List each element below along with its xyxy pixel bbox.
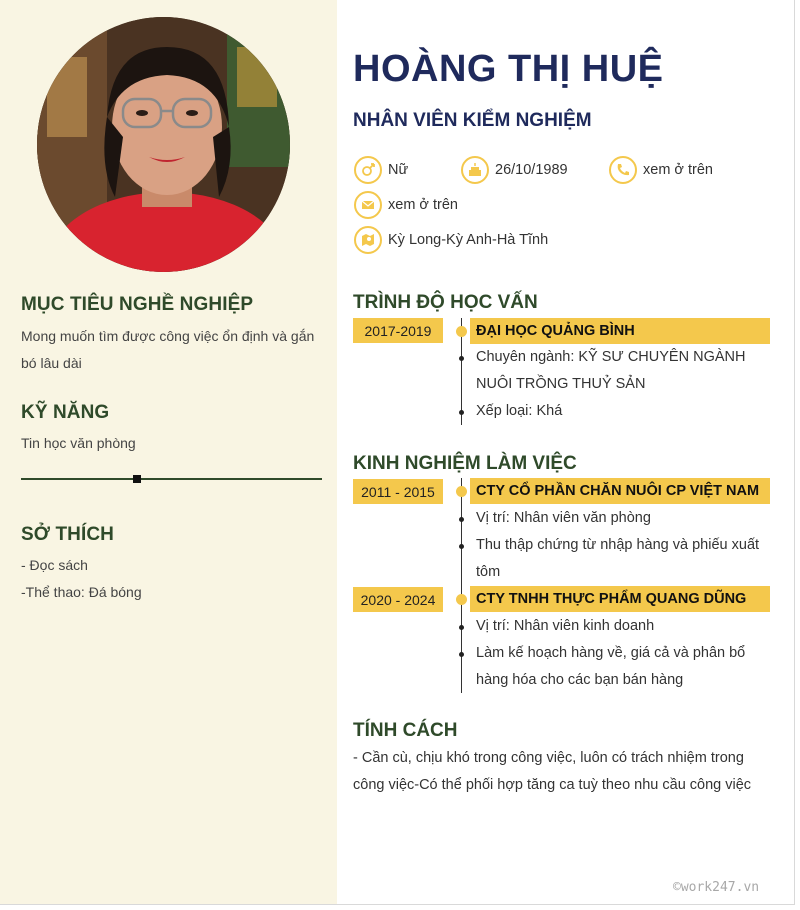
- email-value: xem ở trên: [388, 197, 458, 213]
- profile-photo: [37, 17, 290, 272]
- education-major: [476, 344, 745, 398]
- job-duty-line: hàng hóa cho các bạn bán hàng: [476, 672, 684, 688]
- experience-timeline-line: [461, 478, 462, 693]
- hobby-item: - Đọc sách: [21, 557, 88, 573]
- bullet-dot: [459, 544, 464, 549]
- job-duties: [476, 640, 776, 694]
- phone-info: [609, 156, 713, 184]
- address-info: [354, 226, 548, 254]
- gender-info: [354, 156, 408, 184]
- job-company: CTY CỔ PHẦN CHĂN NUÔI CP VIỆT NAM: [470, 478, 770, 504]
- watermark: ©work247.vn: [673, 880, 760, 895]
- bullet-dot: [459, 410, 464, 415]
- skill-name: Tin học văn phòng: [21, 435, 136, 451]
- bullet-dot: [459, 356, 464, 361]
- education-grade: Xếp loại: Khá: [476, 403, 563, 419]
- bullet-dot: [459, 625, 464, 630]
- birthdate-value: 26/10/1989: [495, 162, 568, 178]
- education-major-line: Chuyên ngành: KỸ SƯ CHUYÊN NGÀNH: [476, 349, 746, 365]
- experience-heading: KINH NGHIỆM LÀM VIỆC: [353, 453, 577, 474]
- education-period: 2017-2019: [353, 318, 443, 343]
- job-company: CTY TNHH THỰC PHẨM QUANG DŨNG: [470, 586, 770, 612]
- mail-icon: [354, 191, 382, 219]
- map-icon: [354, 226, 382, 254]
- birthdate-info: [461, 156, 568, 184]
- gender-value: Nữ: [388, 162, 409, 178]
- hobbies-heading: SỞ THÍCH: [21, 524, 115, 545]
- education-heading: TRÌNH ĐỘ HỌC VẤN: [353, 292, 538, 313]
- hobby-item: -Thể thao: Đá bóng: [21, 584, 142, 600]
- phone-icon: [609, 156, 637, 184]
- job-period: 2011 - 2015: [353, 479, 443, 504]
- personality-line: - Cần cù, chịu khó trong công việc, luôn có trách nhiệm trong: [353, 750, 744, 766]
- address-value: Kỳ Long-Kỳ Anh-Hà Tĩnh: [388, 232, 549, 248]
- job-duties: [476, 532, 759, 586]
- personality-text: [353, 745, 773, 799]
- candidate-name: HOÀNG THỊ HUỆ: [353, 48, 664, 90]
- objective-heading: MỤC TIÊU NGHỀ NGHIỆP: [21, 294, 254, 315]
- objective-line: bó lâu dài: [21, 355, 82, 371]
- gender-icon: [354, 156, 382, 184]
- timeline-dot: [456, 594, 467, 605]
- job-position: Vị trí: Nhân viên văn phòng: [476, 510, 651, 526]
- job-duty-line: tôm: [476, 564, 501, 580]
- education-major-line: NUÔI TRỒNG THUỶ SẢN: [476, 376, 646, 392]
- objective-text: [21, 323, 331, 377]
- job-period: 2020 - 2024: [353, 587, 443, 612]
- education-school: ĐẠI HỌC QUẢNG BÌNH: [470, 318, 770, 344]
- cake-icon: [461, 156, 489, 184]
- email-info: [354, 191, 458, 219]
- job-position: Vị trí: Nhân viên kinh doanh: [476, 618, 655, 634]
- bullet-dot: [459, 517, 464, 522]
- job-title: NHÂN VIÊN KIỂM NGHIỆM: [353, 110, 592, 131]
- timeline-dot: [456, 326, 467, 337]
- timeline-dot: [456, 486, 467, 497]
- personality-line: công việc-Có thể phối hợp tăng ca tuỳ theo nhu cầu công việc: [353, 777, 752, 793]
- skill-level-bar: [21, 478, 322, 480]
- phone-value: xem ở trên: [643, 162, 713, 178]
- job-duty-line: Thu thập chứng từ nhập hàng và phiếu xuất: [476, 537, 760, 553]
- profile-photo-image: [37, 17, 290, 272]
- hobbies-list: [21, 552, 142, 606]
- job-duty-line: Làm kế hoạch hàng về, giá cả và phân bổ: [476, 645, 746, 661]
- objective-line: Mong muốn tìm được công việc ổn định và gắn: [21, 328, 315, 344]
- bullet-dot: [459, 652, 464, 657]
- skills-heading: KỸ NĂNG: [21, 402, 110, 423]
- personality-heading: TÍNH CÁCH: [353, 720, 458, 741]
- skill-level-marker: [133, 475, 141, 483]
